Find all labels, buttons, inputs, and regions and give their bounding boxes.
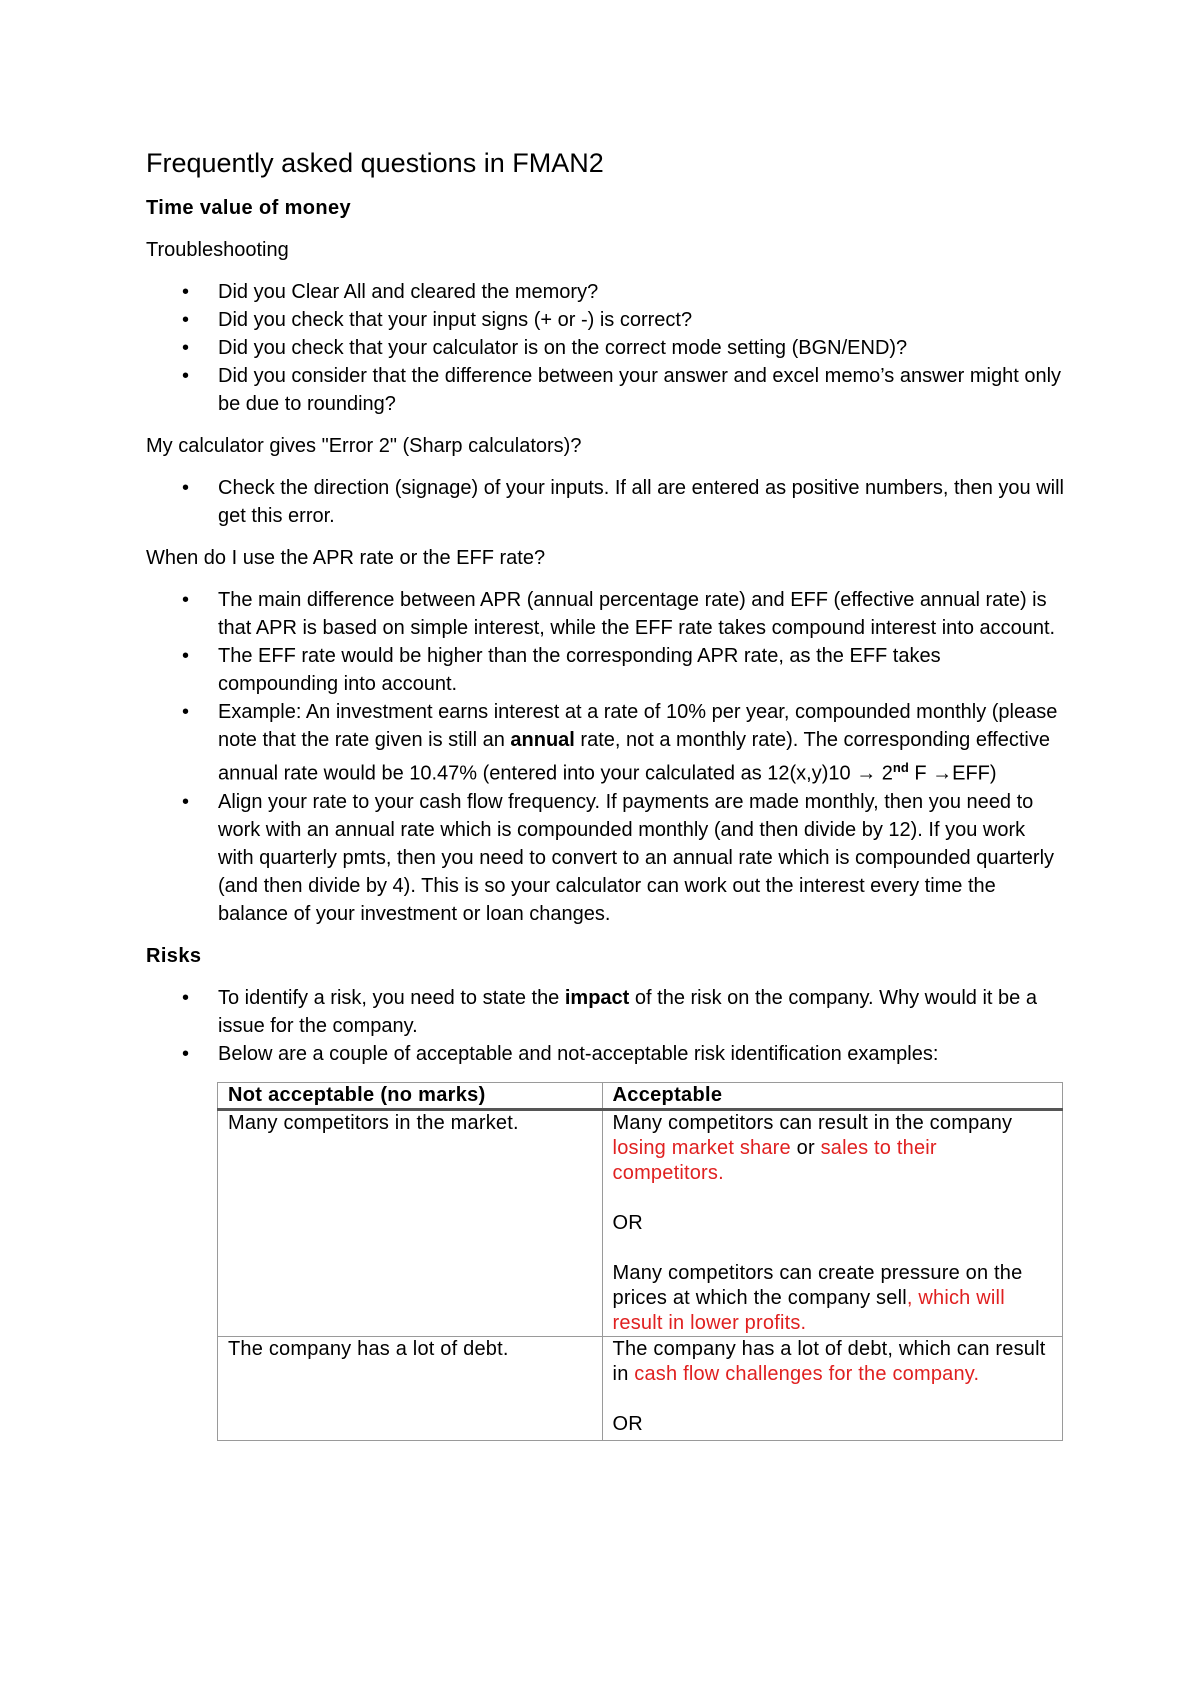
troubleshooting-label: Troubleshooting [146,239,289,261]
table-row [218,1109,1063,1336]
bullet-icon: • [182,589,190,611]
bullet-icon: • [182,477,190,499]
list-item: • Example: An investment earns interest at a rate of 10% per year, compounded monthly (please note that the rate given is still an annual rate, not a monthly rate). The corresponding effective annual rate would be 10.47% (entered into your calculated as 12(x,y)10 → 2nd F →EFF) [146,698,1066,788]
cell-not-acceptable: Many competitors in the market. [218,1109,603,1336]
troubleshooting-list [146,278,1066,418]
bullet-icon: • [182,337,190,359]
bullet-icon: • [182,281,190,303]
list-item: • To identify a risk, you need to state the impact of the risk on the company. Why would it be a issue for the company. [146,984,1066,1040]
list-item: • Check the direction (signage) of your inputs. If all are entered as positive numbers, then you will get this error. [146,474,1066,530]
arrow-right-icon: → [856,762,877,785]
bullet-icon: • [182,645,190,667]
bullet-icon: • [182,365,190,387]
bullet-icon: • [182,701,190,723]
tvm-heading: Time value of money [146,197,352,219]
cell-not-acceptable: The company has a lot of debt. [218,1336,603,1440]
list-item: • Did you check that your input signs (+ or -) is correct? [146,306,1066,334]
list-item: • Did you Clear All and cleared the memory? [146,278,1066,306]
document-content [146,138,1066,1441]
risks-list [146,984,1066,1068]
header-not-acceptable: Not acceptable (no marks) [218,1082,603,1109]
risk-examples-table [217,1082,1063,1441]
apr-eff-question: When do I use the APR rate or the EFF rate? [146,547,546,569]
risks-heading: Risks [146,944,202,967]
error2-list [146,474,1066,530]
list-item: • Did you consider that the difference between your answer and excel memo’s answer might only be due to rounding? [146,362,1066,418]
error2-question: My calculator gives "Error 2" (Sharp calculators)? [146,435,582,457]
bullet-icon: • [182,986,190,1009]
apr-eff-list [146,586,1066,928]
cell-acceptable: The company has a lot of debt, which can result in cash flow challenges for the company. OR [602,1336,1062,1440]
cell-acceptable: Many competitors can result in the company losing market share or sales to their competitors. OR Many competitors can create pressure on the prices at which the company sell, which will result in lower profits. [602,1109,1062,1336]
header-acceptable: Acceptable [602,1082,1062,1109]
table-row [218,1336,1063,1440]
list-item: • The EFF rate would be higher than the corresponding APR rate, as the EFF takes compounding into account. [146,642,1066,698]
bullet-icon: • [182,790,190,813]
bullet-icon: • [182,1042,190,1065]
arrow-right-icon: → [932,762,953,785]
bullet-icon: • [182,309,190,331]
list-item: • Did you check that your calculator is on the correct mode setting (BGN/END)? [146,334,1066,362]
list-item: • Align your rate to your cash flow frequency. If payments are made monthly, then you need to work with an annual rate which is compounded monthly (and then divide by 12). If you work with quarterly pmts, then you need to convert to an annual rate which is compounded quarterly (and then divide by 4). This is so your calculator can work out the interest every time the balance of your investment or loan changes. [146,788,1066,928]
page-title: Frequently asked questions in FMAN2 [146,148,604,178]
table-header-row [218,1082,1063,1109]
list-item: • The main difference between APR (annual percentage rate) and EFF (effective annual rate) is that APR is based on simple interest, while the EFF rate takes compound interest into account. [146,586,1066,642]
list-item: • Below are a couple of acceptable and not-acceptable risk identification examples: [146,1040,1066,1068]
